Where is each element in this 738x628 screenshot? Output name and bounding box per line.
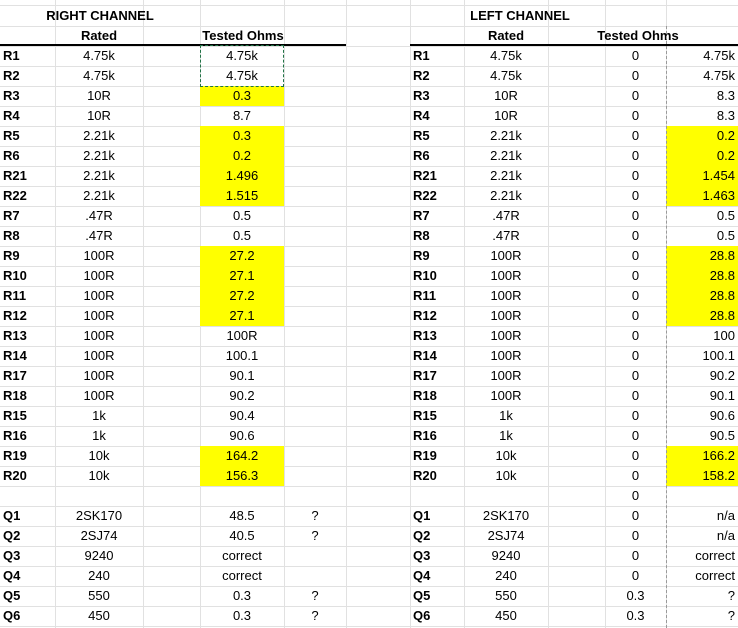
- left-row-label[interactable]: R15: [413, 408, 437, 423]
- left-tested-cell[interactable]: 1.454: [666, 166, 738, 186]
- right-tested-cell[interactable]: 90.6: [229, 428, 255, 443]
- left-zero-cell[interactable]: 0: [631, 248, 640, 263]
- left-row-label[interactable]: R4: [413, 108, 430, 123]
- row-gridline: [0, 626, 738, 627]
- right-note-cell[interactable]: [284, 566, 346, 586]
- right-row-label[interactable]: R22: [3, 188, 27, 203]
- left-channel-title: LEFT CHANNEL: [470, 8, 570, 23]
- left-row-label[interactable]: R20: [413, 468, 437, 483]
- left-zero-cell[interactable]: 0: [631, 128, 640, 143]
- right-tested-cell[interactable]: 90.1: [229, 368, 255, 383]
- right-row-label[interactable]: R8: [3, 228, 20, 243]
- left-zero-cell[interactable]: 0: [631, 228, 640, 243]
- right-row-label[interactable]: R12: [3, 308, 27, 323]
- left-rated-cell[interactable]: 100R: [490, 268, 522, 283]
- right-row-label[interactable]: R13: [3, 328, 27, 343]
- right-row-label[interactable]: Q2: [3, 528, 21, 543]
- right-tested-cell[interactable]: 27.1: [200, 266, 284, 286]
- right-tested-cell[interactable]: 0.5: [232, 228, 252, 243]
- right-rated-cell[interactable]: 1k: [92, 408, 106, 423]
- left-tested-cell[interactable]: 28.8: [666, 286, 738, 306]
- left-rated-cell[interactable]: 100R: [490, 308, 522, 323]
- right-row-label[interactable]: R20: [3, 468, 27, 483]
- left-rated-cell[interactable]: 100R: [490, 348, 522, 363]
- left-row-label[interactable]: R3: [413, 88, 430, 103]
- right-rated-cell[interactable]: .47R: [85, 208, 113, 223]
- left-rated-cell[interactable]: 2SJ74: [487, 528, 525, 543]
- right-rated-cell[interactable]: 550: [88, 588, 110, 603]
- left-row-label[interactable]: R7: [413, 208, 430, 223]
- left-rated-cell[interactable]: 550: [495, 588, 517, 603]
- right-note-cell[interactable]: [284, 306, 346, 326]
- left-row-label[interactable]: Q5: [413, 588, 431, 603]
- left-rated-cell[interactable]: 2.21k: [490, 148, 522, 163]
- left-zero-cell[interactable]: 0: [631, 188, 640, 203]
- left-tested-cell[interactable]: 158.2: [666, 466, 738, 486]
- right-row-label[interactable]: R5: [3, 128, 20, 143]
- right-tested-cell[interactable]: 0.5: [232, 208, 252, 223]
- right-rated-cell[interactable]: 10R: [87, 108, 111, 123]
- right-tested-cell[interactable]: correct: [222, 548, 262, 563]
- left-row-label[interactable]: Q6: [413, 608, 431, 623]
- left-tested-cell[interactable]: 8.3: [716, 108, 735, 123]
- left-rated-cell[interactable]: 100R: [490, 368, 522, 383]
- left-rated-cell[interactable]: 1k: [499, 408, 513, 423]
- left-tested-cell[interactable]: 0.2: [666, 146, 738, 166]
- right-tested-cell[interactable]: 48.5: [229, 508, 255, 523]
- right-row-label[interactable]: Q3: [3, 548, 21, 563]
- left-rated-cell[interactable]: 100R: [490, 288, 522, 303]
- right-row-label[interactable]: R16: [3, 428, 27, 443]
- left-tested-cell[interactable]: 90.5: [709, 428, 735, 443]
- column-gridline: [143, 0, 144, 628]
- left-row-label[interactable]: R14: [413, 348, 437, 363]
- left-row-label[interactable]: Q1: [413, 508, 431, 523]
- left-tested-cell[interactable]: n/a: [716, 528, 735, 543]
- right-tested-cell[interactable]: 27.2: [200, 286, 284, 306]
- left-zero-cell[interactable]: 0: [631, 148, 640, 163]
- right-note-cell[interactable]: [284, 146, 346, 166]
- right-tested-cell[interactable]: 1.496: [200, 166, 284, 186]
- left-row-label[interactable]: R6: [413, 148, 430, 163]
- left-tested-header: Tested Ohms: [597, 28, 679, 43]
- left-rated-cell[interactable]: .47R: [492, 208, 520, 223]
- right-row-label[interactable]: R4: [3, 108, 20, 123]
- left-tested-cell[interactable]: 166.2: [666, 446, 738, 466]
- right-tested-cell[interactable]: 100R: [226, 328, 258, 343]
- left-row-label[interactable]: R12: [413, 308, 437, 323]
- right-rated-header: Rated: [80, 28, 118, 43]
- column-gridline: [548, 0, 549, 628]
- right-row-label[interactable]: [0, 486, 55, 506]
- right-note-cell[interactable]: [284, 86, 346, 106]
- right-rated-cell[interactable]: 100R: [83, 248, 115, 263]
- left-zero-cell[interactable]: 0: [631, 48, 640, 63]
- left-tested-cell[interactable]: 8.3: [716, 88, 735, 103]
- left-zero-cell[interactable]: 0.3: [626, 608, 645, 623]
- right-note-cell[interactable]: [284, 386, 346, 406]
- column-gridline: [346, 0, 347, 628]
- right-rated-cell[interactable]: 2.21k: [83, 188, 115, 203]
- right-tested-cell[interactable]: 4.75k: [226, 68, 258, 83]
- right-tested-cell[interactable]: 100.1: [225, 348, 259, 363]
- right-tested-cell[interactable]: 27.2: [200, 246, 284, 266]
- left-zero-cell[interactable]: 0.3: [626, 588, 645, 603]
- left-rated-cell[interactable]: 9240: [491, 548, 521, 563]
- page-break-line: [666, 26, 667, 628]
- left-rated-cell[interactable]: 10R: [494, 108, 518, 123]
- right-rated-cell[interactable]: 240: [88, 568, 110, 583]
- right-note-cell[interactable]: [284, 366, 346, 386]
- left-row-label[interactable]: R2: [413, 68, 430, 83]
- right-note-cell[interactable]: [284, 206, 346, 226]
- right-note-cell[interactable]: ?: [311, 508, 319, 523]
- left-zero-cell[interactable]: 0: [631, 88, 640, 103]
- right-row-label[interactable]: Q1: [3, 508, 21, 523]
- left-row-label[interactable]: R8: [413, 228, 430, 243]
- left-row-label[interactable]: [410, 486, 464, 506]
- right-rated-cell[interactable]: 100R: [83, 388, 115, 403]
- left-row-label[interactable]: R13: [413, 328, 437, 343]
- right-tested-header: Tested Ohms: [202, 28, 284, 43]
- left-zero-cell[interactable]: 0: [631, 488, 640, 503]
- left-zero-cell[interactable]: 0: [631, 288, 640, 303]
- left-rated-cell[interactable]: 2.21k: [490, 168, 522, 183]
- right-rated-cell[interactable]: [55, 486, 143, 506]
- left-row-label[interactable]: Q4: [413, 568, 431, 583]
- left-tested-cell[interactable]: 28.8: [666, 266, 738, 286]
- right-rated-cell[interactable]: 450: [88, 608, 110, 623]
- left-row-label[interactable]: R18: [413, 388, 437, 403]
- left-zero-cell[interactable]: 0: [631, 468, 640, 483]
- left-tested-cell[interactable]: correct: [695, 568, 735, 583]
- right-note-cell[interactable]: [284, 46, 346, 66]
- left-zero-cell[interactable]: 0: [631, 68, 640, 83]
- left-zero-cell[interactable]: 0: [631, 448, 640, 463]
- right-tested-cell[interactable]: 27.1: [200, 306, 284, 326]
- right-note-cell[interactable]: [284, 226, 346, 246]
- right-rated-cell[interactable]: 4.75k: [83, 68, 115, 83]
- right-row-label[interactable]: R9: [3, 248, 20, 263]
- left-row-label[interactable]: R22: [413, 188, 437, 203]
- right-rated-cell[interactable]: 4.75k: [83, 48, 115, 63]
- left-row-label[interactable]: R11: [413, 288, 437, 303]
- right-note-cell[interactable]: [284, 346, 346, 366]
- right-tested-cell[interactable]: 0.2: [200, 146, 284, 166]
- left-zero-cell[interactable]: 0: [631, 508, 640, 523]
- left-rated-header: Rated: [487, 28, 525, 43]
- right-note-cell[interactable]: [284, 186, 346, 206]
- left-tested-cell[interactable]: 100: [713, 328, 735, 343]
- right-row-label[interactable]: Q5: [3, 588, 21, 603]
- left-rated-cell[interactable]: 2.21k: [490, 188, 522, 203]
- right-rated-cell[interactable]: 10k: [88, 468, 110, 483]
- left-row-label[interactable]: R1: [413, 48, 430, 63]
- right-rated-cell[interactable]: .47R: [85, 228, 113, 243]
- left-row-label[interactable]: R16: [413, 428, 437, 443]
- right-row-label[interactable]: R19: [3, 448, 27, 463]
- left-tested-cell[interactable]: 28.8: [666, 306, 738, 326]
- right-note-cell[interactable]: [284, 246, 346, 266]
- right-rated-cell[interactable]: 2SK170: [75, 508, 123, 523]
- left-zero-cell[interactable]: 0: [631, 368, 640, 383]
- right-note-cell[interactable]: [284, 466, 346, 486]
- right-note-cell[interactable]: [284, 426, 346, 446]
- left-tested-cell[interactable]: ?: [727, 588, 735, 603]
- left-tested-cell[interactable]: n/a: [716, 508, 735, 523]
- right-row-label[interactable]: R6: [3, 148, 20, 163]
- left-rated-cell[interactable]: 2.21k: [490, 128, 522, 143]
- left-zero-cell[interactable]: 0: [631, 568, 640, 583]
- right-tested-cell[interactable]: 90.4: [229, 408, 255, 423]
- right-row-label[interactable]: R21: [3, 168, 27, 183]
- right-rated-cell[interactable]: 10k: [88, 448, 110, 463]
- right-rated-cell[interactable]: 100R: [83, 268, 115, 283]
- right-rated-cell[interactable]: 1k: [92, 428, 106, 443]
- left-tested-cell[interactable]: correct: [695, 548, 735, 563]
- right-note-cell[interactable]: [284, 286, 346, 306]
- left-tested-cell[interactable]: 4.75k: [703, 68, 735, 83]
- left-zero-cell[interactable]: 0: [631, 528, 640, 543]
- right-row-label[interactable]: R3: [3, 88, 20, 103]
- right-tested-cell[interactable]: 40.5: [229, 528, 255, 543]
- right-tested-cell[interactable]: 156.3: [200, 466, 284, 486]
- left-rated-cell[interactable]: 4.75k: [490, 48, 522, 63]
- left-tested-cell[interactable]: 0.2: [666, 126, 738, 146]
- left-tested-cell[interactable]: 0.5: [716, 228, 735, 243]
- left-rated-cell[interactable]: 240: [495, 568, 517, 583]
- right-rated-cell[interactable]: 100R: [83, 328, 115, 343]
- right-tested-cell[interactable]: [200, 486, 284, 506]
- left-zero-cell[interactable]: 0: [631, 408, 640, 423]
- left-zero-cell[interactable]: 0: [631, 268, 640, 283]
- left-tested-cell[interactable]: 4.75k: [703, 48, 735, 63]
- left-row-label[interactable]: Q3: [413, 548, 431, 563]
- right-note-cell[interactable]: ?: [311, 528, 319, 543]
- right-row-label[interactable]: R1: [3, 48, 20, 63]
- left-rated-cell[interactable]: 1k: [499, 428, 513, 443]
- right-rated-cell[interactable]: 10R: [87, 88, 111, 103]
- left-zero-cell[interactable]: 0: [631, 208, 640, 223]
- right-note-cell[interactable]: [284, 166, 346, 186]
- right-row-label[interactable]: R14: [3, 348, 27, 363]
- left-zero-cell[interactable]: 0: [631, 328, 640, 343]
- left-row-label[interactable]: R9: [413, 248, 430, 263]
- left-tested-cell[interactable]: ?: [727, 608, 735, 623]
- right-rated-cell[interactable]: 2.21k: [83, 168, 115, 183]
- right-row-label[interactable]: Q4: [3, 568, 21, 583]
- left-tested-cell[interactable]: 90.2: [709, 368, 735, 383]
- right-tested-cell[interactable]: 1.515: [200, 186, 284, 206]
- left-rated-cell[interactable]: [464, 486, 548, 506]
- left-row-label[interactable]: R10: [413, 268, 437, 283]
- left-tested-cell[interactable]: 0.5: [716, 208, 735, 223]
- right-tested-cell[interactable]: 0.3: [232, 588, 252, 603]
- left-rated-cell[interactable]: .47R: [492, 228, 520, 243]
- left-tested-cell[interactable]: 100.1: [702, 348, 735, 363]
- right-note-cell[interactable]: [284, 326, 346, 346]
- right-rated-cell[interactable]: 100R: [83, 288, 115, 303]
- right-rated-cell[interactable]: 2.21k: [83, 128, 115, 143]
- left-row-label[interactable]: R21: [413, 168, 437, 183]
- right-rated-cell[interactable]: 100R: [83, 308, 115, 323]
- right-row-label[interactable]: R10: [3, 268, 27, 283]
- left-rated-cell[interactable]: 4.75k: [490, 68, 522, 83]
- left-tested-cell[interactable]: 1.463: [666, 186, 738, 206]
- right-rated-cell[interactable]: 2SJ74: [80, 528, 118, 543]
- left-rated-cell[interactable]: 100R: [490, 248, 522, 263]
- right-note-cell[interactable]: ?: [311, 608, 319, 623]
- right-rated-cell[interactable]: 9240: [84, 548, 114, 563]
- right-note-cell[interactable]: [284, 106, 346, 126]
- right-note-cell[interactable]: [284, 446, 346, 466]
- left-row-label[interactable]: Q2: [413, 528, 431, 543]
- right-tested-cell[interactable]: 8.7: [232, 108, 252, 123]
- right-tested-cell[interactable]: 0.3: [200, 126, 284, 146]
- right-note-cell[interactable]: [284, 546, 346, 566]
- left-zero-cell[interactable]: 0: [631, 308, 640, 323]
- left-rated-cell[interactable]: 10k: [495, 448, 517, 463]
- left-tested-cell[interactable]: 90.6: [709, 408, 735, 423]
- left-row-label[interactable]: R19: [413, 448, 437, 463]
- right-row-label[interactable]: R2: [3, 68, 20, 83]
- right-tested-cell[interactable]: 4.75k: [226, 48, 258, 63]
- right-note-cell[interactable]: [284, 266, 346, 286]
- right-note-cell[interactable]: [284, 66, 346, 86]
- right-row-label[interactable]: Q6: [3, 608, 21, 623]
- right-rated-cell[interactable]: 100R: [83, 348, 115, 363]
- left-zero-cell[interactable]: 0: [631, 548, 640, 563]
- right-row-label[interactable]: R17: [3, 368, 27, 383]
- right-row-label[interactable]: R11: [3, 288, 27, 303]
- left-row-label[interactable]: R5: [413, 128, 430, 143]
- right-tested-cell[interactable]: correct: [222, 568, 262, 583]
- right-rated-cell[interactable]: 2.21k: [83, 148, 115, 163]
- left-zero-cell[interactable]: 0: [631, 168, 640, 183]
- right-row-label[interactable]: R7: [3, 208, 20, 223]
- right-tested-cell[interactable]: 0.3: [200, 86, 284, 106]
- right-tested-cell[interactable]: 164.2: [200, 446, 284, 466]
- left-tested-cell[interactable]: 90.1: [709, 388, 735, 403]
- right-tested-cell[interactable]: 0.3: [232, 608, 252, 623]
- left-zero-cell[interactable]: 0: [631, 428, 640, 443]
- left-rated-cell[interactable]: 100R: [490, 328, 522, 343]
- left-rated-cell[interactable]: 450: [495, 608, 517, 623]
- left-row-label[interactable]: R17: [413, 368, 437, 383]
- left-tested-cell[interactable]: [666, 486, 738, 506]
- right-row-label[interactable]: R15: [3, 408, 27, 423]
- left-tested-cell[interactable]: 28.8: [666, 246, 738, 266]
- right-channel-title: RIGHT CHANNEL: [46, 8, 154, 23]
- right-note-cell[interactable]: [284, 486, 346, 506]
- left-rated-cell[interactable]: 2SK170: [482, 508, 530, 523]
- right-rated-cell[interactable]: 100R: [83, 368, 115, 383]
- left-zero-cell[interactable]: 0: [631, 348, 640, 363]
- right-note-cell[interactable]: ?: [311, 588, 319, 603]
- right-note-cell[interactable]: [284, 126, 346, 146]
- right-row-label[interactable]: R18: [3, 388, 27, 403]
- left-rated-cell[interactable]: 10R: [494, 88, 518, 103]
- right-tested-cell[interactable]: 90.2: [229, 388, 255, 403]
- left-rated-cell[interactable]: 100R: [490, 388, 522, 403]
- left-zero-cell[interactable]: 0: [631, 388, 640, 403]
- left-zero-cell[interactable]: 0: [631, 108, 640, 123]
- right-note-cell[interactable]: [284, 406, 346, 426]
- left-rated-cell[interactable]: 10k: [495, 468, 517, 483]
